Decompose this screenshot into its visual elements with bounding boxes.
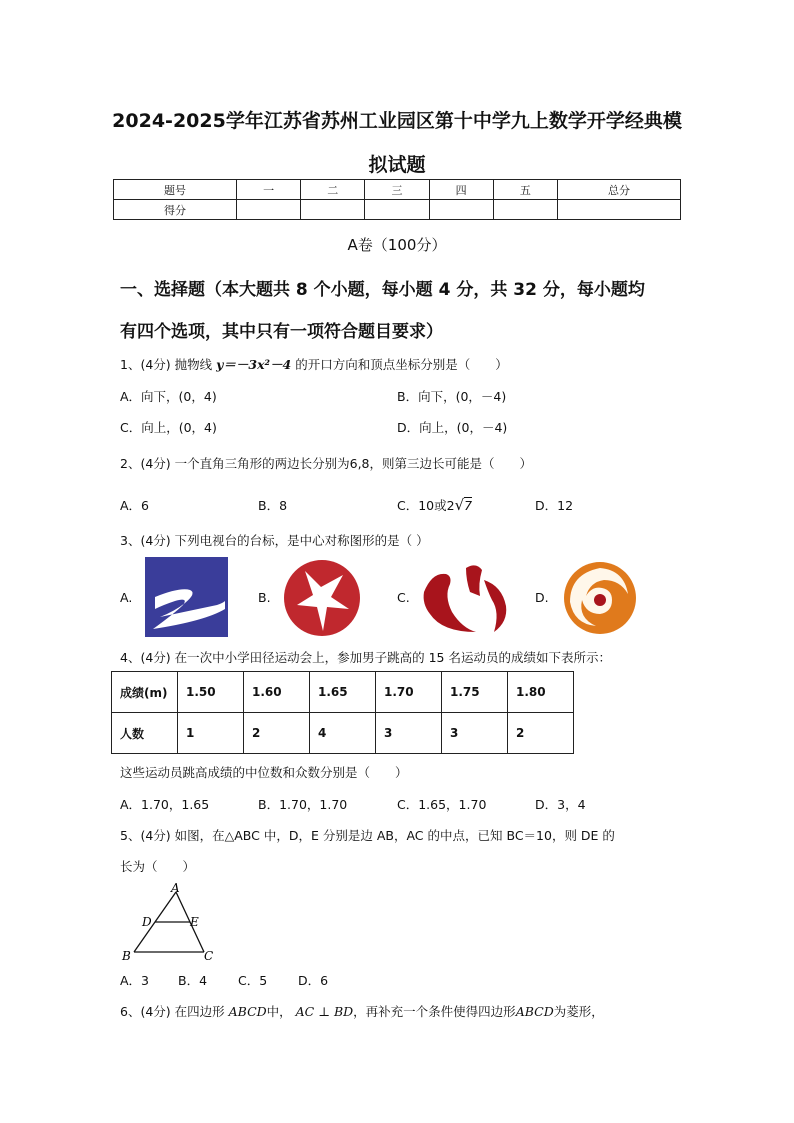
orange-spiral-logo xyxy=(562,560,638,636)
q3-option-a: A. xyxy=(120,590,133,605)
score-label-cell: 得分 xyxy=(114,200,237,220)
table-cell: 1.60 xyxy=(244,672,310,713)
score-blank-cell xyxy=(365,200,429,220)
q6-abcd: ABCD xyxy=(515,1004,554,1019)
table-cell: 1.50 xyxy=(178,672,244,713)
table-row xyxy=(112,713,574,754)
q1-option-d: D．向上，(0，－4) xyxy=(397,420,508,435)
score-header-cell: 三 xyxy=(365,180,429,200)
q6-mid1: 中， xyxy=(266,1004,292,1019)
table-cell: 2 xyxy=(244,713,310,754)
q1-option-b: B．向下，(0，－4) xyxy=(397,389,507,404)
sqrt-icon: √ xyxy=(454,496,465,514)
q2-option-a: A．6 xyxy=(120,498,150,513)
q1-stem-pre: 1、(4分) 抛物线 xyxy=(120,357,213,372)
star-circle-logo xyxy=(283,559,361,637)
q2-option-c xyxy=(397,496,472,514)
q4-option-a: A．1.70，1.65 xyxy=(120,797,210,812)
table-cell: 3 xyxy=(376,713,442,754)
q1-option-c: C．向上，(0，4) xyxy=(120,420,217,435)
blue-wave-logo xyxy=(145,557,228,637)
q5-stem-line1: 5、(4分) 如图，在△ABC 中，D，E 分别是边 AB，AC 的中点，已知 BC＝10，则 DE 的 xyxy=(120,828,615,843)
q6-post: 为菱形， xyxy=(553,1004,604,1019)
table-cell: 成绩(m) xyxy=(112,672,178,713)
q1-stem xyxy=(120,355,508,373)
score-table xyxy=(113,179,681,220)
table-cell: 4 xyxy=(310,713,376,754)
q1-option-a: A．向下，(0，4) xyxy=(120,389,217,404)
q1-formula: y＝－3x²－4 xyxy=(216,357,292,372)
score-blank-cell xyxy=(429,200,493,220)
q5-option-b: B．4 xyxy=(178,973,208,988)
section1-line1: 一、选择题（本大题共 8 个小题，每小题 4 分，共 32 分，每小题均 xyxy=(120,280,645,300)
q6-mid2: ，再补充一个条件使得四边形 xyxy=(353,1004,516,1019)
score-blank-cell xyxy=(237,200,301,220)
q1-stem-post: 的开口方向和顶点坐标分别是（ ） xyxy=(295,357,508,372)
q3-option-d: D. xyxy=(535,590,549,605)
q5-option-c: C．5 xyxy=(238,973,268,988)
q4-option-d: D．3，4 xyxy=(535,797,586,812)
table-row xyxy=(112,672,574,713)
table-cell: 1.70 xyxy=(376,672,442,713)
q6-pre: 6、(4分) 在四边形 xyxy=(120,1004,225,1019)
score-header-cell: 五 xyxy=(493,180,557,200)
q5-option-a: A．3 xyxy=(120,973,150,988)
label-e: E xyxy=(190,915,199,929)
table-cell: 1.75 xyxy=(442,672,508,713)
section-a-heading: A卷（100分） xyxy=(347,236,447,254)
label-a: A xyxy=(171,881,180,895)
q4-stem: 4、(4分) 在一次中小学田径运动会上，参加男子跳高的 15 名运动员的成绩如下表所示： xyxy=(120,650,611,665)
q3-option-c: C. xyxy=(397,590,410,605)
q3-option-b: B. xyxy=(258,590,271,605)
exam-title-line2: 拟试题 xyxy=(368,154,426,176)
label-d: D xyxy=(142,915,152,929)
table-cell: 1.65 xyxy=(310,672,376,713)
q4-question: 这些运动员跳高成绩的中位数和众数分别是（ ） xyxy=(120,765,408,780)
label-b: B xyxy=(122,949,131,962)
q2-option-c-radicand: 7 xyxy=(464,498,473,513)
score-blank-cell xyxy=(493,200,557,220)
score-blank-cell xyxy=(557,200,680,220)
exam-title-line1: 2024-2025学年江苏省苏州工业园区第十中学九上数学开学经典模 xyxy=(112,110,682,132)
q6-stem xyxy=(120,1002,604,1020)
label-c: C xyxy=(204,949,214,962)
score-header-cell: 四 xyxy=(429,180,493,200)
q2-stem: 2、(4分) 一个直角三角形的两边长分别为6,8，则第三边长可能是（ ） xyxy=(120,456,533,471)
table-cell: 1 xyxy=(178,713,244,754)
score-header-cell: 二 xyxy=(301,180,365,200)
q4-option-b: B．1.70，1.70 xyxy=(258,797,348,812)
score-header-cell: 总分 xyxy=(557,180,680,200)
q2-option-d: D．12 xyxy=(535,498,574,513)
q2-option-c-text: C．10或2 xyxy=(397,498,455,513)
table-cell: 2 xyxy=(508,713,574,754)
table-cell: 1.80 xyxy=(508,672,574,713)
table-cell: 人数 xyxy=(112,713,178,754)
q6-perp: AC ⊥ BD xyxy=(295,1004,354,1019)
table-cell: 3 xyxy=(442,713,508,754)
section1-line2: 有四个选项，其中只有一项符合题目要求） xyxy=(120,322,443,342)
score-blank-cell xyxy=(301,200,365,220)
q2-option-b: B．8 xyxy=(258,498,288,513)
q4-option-c: C．1.65，1.70 xyxy=(397,797,487,812)
q3-stem: 3、(4分) 下列电视台的台标，是中心对称图形的是（ ） xyxy=(120,533,429,548)
q6-abcd: ABCD xyxy=(228,1004,267,1019)
red-swirl-logo xyxy=(422,562,508,634)
q5-option-d: D．6 xyxy=(298,973,329,988)
score-header-cell: 一 xyxy=(237,180,301,200)
triangle-figure xyxy=(118,880,214,962)
score-header-cell: 题号 xyxy=(114,180,237,200)
score-table-row xyxy=(114,180,681,200)
score-table-row xyxy=(114,200,681,220)
q4-data-table xyxy=(111,671,574,754)
q5-stem-line2: 长为（ ） xyxy=(120,859,196,874)
